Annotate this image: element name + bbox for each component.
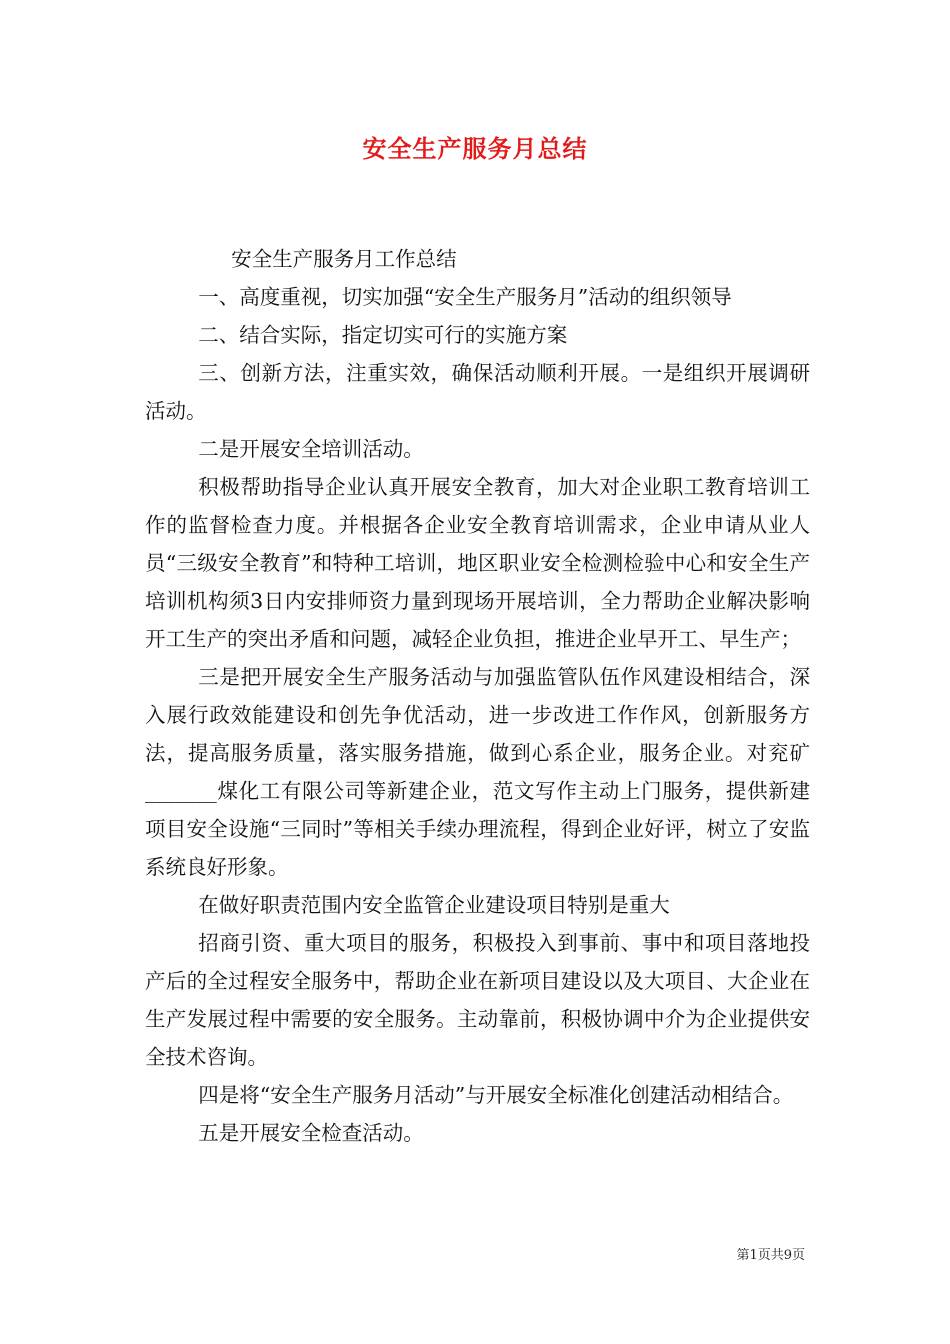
paragraph-9: 四是将“安全生产服务月活动”与开展安全标准化创建活动相结合。 — [198, 1083, 794, 1107]
paragraph-subtitle: 安全生产服务月工作总结 — [231, 247, 457, 271]
paragraph-4: 二是开展安全培训活动。 — [198, 437, 424, 461]
document-body — [145, 240, 810, 1152]
paragraph-8: 招商引资、重大项目的服务，积极投入到事前、事中和项目落地投产后的全过程安全服务中，帮助企业在新项目建设以及大项目、大企业在生产发展过程中需要的安全服务。主动靠前，积极协调中介为企业提供安全技术咨询。 — [145, 931, 810, 1069]
paragraph-10: 五是开展安全检查活动。 — [198, 1121, 424, 1145]
document-title: 安全生产服务月总结 — [362, 134, 588, 163]
paragraph-1: 一、高度重视，切实加强“安全生产服务月”活动的组织领导 — [198, 285, 732, 309]
page-number-footer: 第1页共9页 — [736, 1248, 805, 1263]
paragraph-7: 在做好职责范围内安全监管企业建设项目特别是重大 — [198, 893, 670, 917]
paragraph-2: 二、结合实际，指定切实可行的实施方案 — [198, 323, 568, 347]
paragraph-3: 三、创新方法，注重实效，确保活动顺利开展。一是组织开展调研活动。 — [145, 361, 810, 423]
paragraph-6: 三是把开展安全生产服务活动与加强监管队伍作风建设相结合，深入展行政效能建设和创先争优活动，进一步改进工作作风，创新服务方法，提高服务质量，落实服务措施，做到心系企业，服务企业。对兖矿_______煤化工有限公司等新建企业，范文写作主动上门服务，提供新建项目安全设施“三同时”等相关手续办理流程，得到企业好评，树立了安监系统良好形象。 — [145, 665, 810, 879]
paragraph-5: 积极帮助指导企业认真开展安全教育，加大对企业职工教育培训工作的监督检查力度。并根据各企业安全教育培训需求，企业申请从业人员“三级安全教育”和特种工培训，地区职业安全检测检验中心和安全生产培训机构须3日内安排师资力量到现场开展培训，全力帮助企业解决影响开工生产的突出矛盾和问题，减轻企业负担，推进企业早开工、早生产； — [145, 475, 810, 651]
